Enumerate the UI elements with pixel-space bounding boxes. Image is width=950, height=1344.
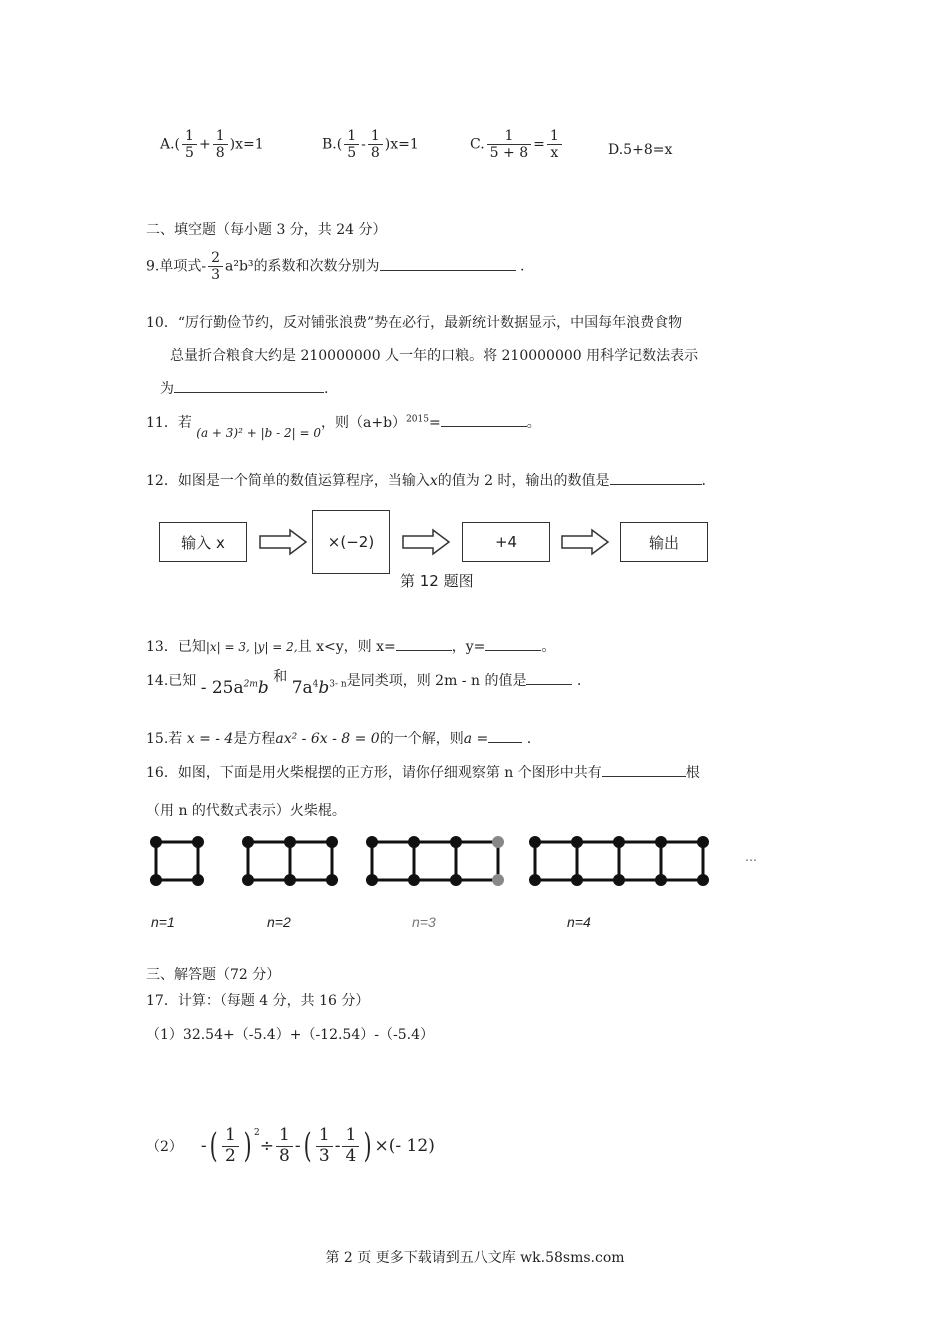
figure-label-n2: n=2 xyxy=(267,914,291,930)
question-13: 13．已知|x| = 3, |y| = 2,且 x<y，则 x= ，y= 。 xyxy=(146,636,555,656)
section3-title: 三、解答题（72 分） xyxy=(146,967,281,983)
flow-arrow-icon xyxy=(560,528,610,556)
figure-label-n1: n=1 xyxy=(151,914,175,930)
answer-blank[interactable] xyxy=(485,636,541,651)
q8-option-c: C. $\frac{1}{5 + 8}$ = $\frac{1}{x}$ xyxy=(470,128,564,161)
flow-output-box: 输出 xyxy=(620,522,708,562)
answer-blank[interactable] xyxy=(610,470,702,485)
question-10-line2: 总量折合粮食大约是 210000000 人一年的口粮。将 210000000 用科学记数法表示 xyxy=(170,348,699,364)
question-14: 14.已知 - $25a^{2m}b$ 和 $7a^4b^{3- n}$是同类项，则 2m - n 的值是 . xyxy=(146,669,582,698)
figure-label-n4: n=4 xyxy=(567,914,591,930)
answer-blank[interactable] xyxy=(526,670,572,685)
flow-arrow-icon xyxy=(258,528,308,556)
answer-blank[interactable] xyxy=(488,728,522,743)
question-15: 15.若 x = - 4是方程ax² - 6x - 8 = 0的一个解，则a = . xyxy=(146,728,531,748)
question-17-part2: （2） - ( $\frac{1}{2}$ ) 2 ÷ $\frac{1}{8}$ - ( $\frac{1}{3}$ - $\frac{1}{4}$ ) ×(- 12) xyxy=(146,1125,435,1167)
figure-label-n3: n=3 xyxy=(412,914,436,930)
question-9: 9.单项式- $\frac{2}{3}$ a²b³的系数和次数分别为 . xyxy=(146,250,525,284)
question-17-part1: （1）32.54+（-5.4）+（-12.54）-（-5.4） xyxy=(146,1027,434,1043)
page-footer: 第 2 页 更多下载请到五八文库 wk.58sms.com xyxy=(325,1250,625,1266)
q8-option-b: B.( $\frac{1}{5}$ - $\frac{1}{8}$ )x=1 xyxy=(322,128,419,162)
q8-option-a: A.( $\frac{1}{5}$ + $\frac{1}{8}$ )x=1 xyxy=(160,128,264,162)
figure-n3 xyxy=(368,838,503,885)
question-10-line3: 为 . xyxy=(160,378,328,398)
question-17-title: 17．计算：（每题 4 分，共 16 分） xyxy=(146,993,370,1009)
flow-multiply-box: ×(−2) xyxy=(312,510,390,574)
figure-n4 xyxy=(531,838,708,885)
flow-add-box: +4 xyxy=(462,522,550,562)
figure-n2 xyxy=(244,838,337,885)
flow-arrow-icon xyxy=(401,528,451,556)
flow-input-box: 输入 x xyxy=(159,522,247,562)
q8-option-d: D.5+8=x xyxy=(608,142,673,158)
question-11: 11．若 (a + 3)² + |b - 2| = 0，则$(a+b)^{2015}=$ 。 xyxy=(146,412,541,432)
answer-blank[interactable] xyxy=(396,636,452,651)
answer-blank[interactable] xyxy=(174,378,324,393)
question-12: 12．如图是一个简单的数值运算程序，当输入x的值为 2 时，输出的数值是 . xyxy=(146,470,706,490)
answer-blank[interactable] xyxy=(380,256,516,271)
flow-caption: 第 12 题图 xyxy=(400,572,474,590)
section2-title: 二、填空题（每小题 3 分，共 24 分） xyxy=(146,222,387,238)
matchstick-figures xyxy=(140,830,780,900)
question-10-line1: 10．“厉行勤俭节约，反对铺张浪费”势在必行，最新统计数据显示，中国每年浪费食物 xyxy=(146,315,683,331)
answer-blank[interactable] xyxy=(441,412,527,427)
figure-ellipsis: … xyxy=(745,850,757,864)
answer-blank[interactable] xyxy=(602,762,686,777)
figure-n1 xyxy=(152,838,203,885)
question-16-line2: （用 n 的代数式表示）火柴棍。 xyxy=(146,803,346,819)
question-16-line1: 16．如图，下面是用火柴棍摆的正方形，请你仔细观察第 n 个图形中共有 根 xyxy=(146,762,700,782)
